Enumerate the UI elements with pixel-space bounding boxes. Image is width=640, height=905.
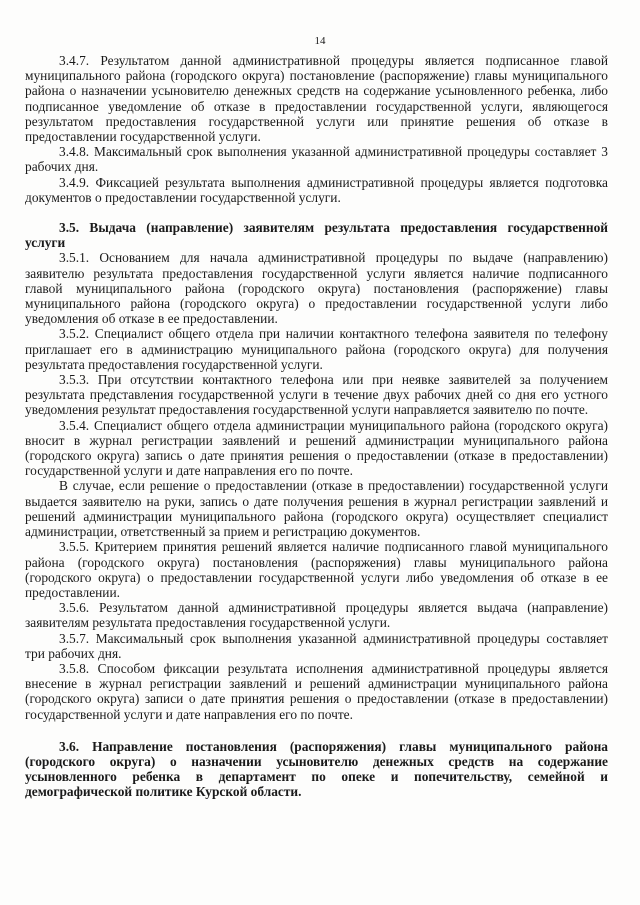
section-spacer: [25, 205, 608, 220]
paragraph-3-5-1: 3.5.1. Основанием для начала административной процедуры по выдаче (направлению) заявителю результата предоставления государственной услуги является наличие подписанного главой муниципального района (городского округа) постановления (распоряжение) главы муниципального района (городского округа) о предоставлении государственной услуги либо уведомления об отказе в ее предоставлении.: [25, 250, 608, 327]
paragraph-3-5-2: 3.5.2. Специалист общего отдела при наличии контактного телефона заявителя по телефону приглашает его в администрацию муниципального района (городского округа) для получения результата предоставления государственной услуги.: [25, 326, 608, 372]
paragraph-3-5-7: 3.5.7. Максимальный срок выполнения указанной административной процедуры составляет три рабочих дня.: [25, 630, 608, 661]
page-number: 14: [314, 35, 326, 47]
paragraph-3-5-5: 3.5.5. Критерием принятия решений является наличие подписанного главой муниципального района (городского округа) постановления (распоряжения) главы муниципального района (городского округа) о предоставлении государственной услуги либо уведомления об отказе в ее предоставлении.: [25, 539, 608, 600]
paragraph-3-5-6: 3.5.6. Результатом данной административной процедуры является выдача (направление) заявителям результата предоставления государственной услуги.: [25, 600, 608, 631]
paragraph-3-5-4: 3.5.4. Специалист общего отдела администрации муниципального района (городского округа) вносит в журнал регистрации заявлений и решений администрации муниципального района (городского округа) запись о дате принятия решения о предоставлении (отказе в предоставлении) государственной услуги и дате направления его по почте.: [25, 417, 608, 479]
paragraph-3-5-4-continued: В случае, если решение о предоставлении (отказе в предоставлении) государственной услуги выдается заявителю на руки, запись о дате получения решения в журнал регистрации заявлений и решений администрации муниципального района (городского округа) осуществляет специалист администрации, ответственный за прием и регистрацию документов.: [25, 478, 608, 540]
paragraph-3-4-7: 3.4.7. Результатом данной административной процедуры является подписанное главой муниципального района (городского округа) постановление (распоряжение) главы муниципального района о назначении усыновителю денежных средств на содержание усыновленного ребенка, либо подписанное уведомление об отказе в предоставлении государственной услуги, являющегося результатом предоставления государственной услуги или принятие решения об отказе в предоставлении государственной услуги.: [25, 53, 608, 145]
paragraph-3-5-3: 3.5.3. При отсутствии контактного телефона или при неявке заявителей за получением результата представления государственной услуги в течение двух рабочих дней со дня его устного уведомления результат предоставления государственной услуги направляется заявителю по почте.: [25, 372, 608, 418]
paragraph-3-4-9: 3.4.9. Фиксацией результата выполнения административной процедуры является подготовка документов о предоставлении государственной услуги.: [25, 174, 608, 205]
section-spacer: [25, 722, 608, 739]
paragraph-3-4-8: 3.4.8. Максимальный срок выполнения указанной административной процедуры составляет 3 рабочих дня.: [25, 144, 608, 175]
section-heading-3-6: 3.6. Направление постановления (распоряжения) главы муниципального района (городского округа) о назначении усыновителю денежных средств на содержание усыновленного ребенка в департамент по опеке и попечительству, семейной и демографической политике Курской области.: [25, 738, 608, 800]
paragraph-3-5-8: 3.5.8. Способом фиксации результата исполнения административной процедуры является внесение в журнал регистрации заявлений и решений администрации муниципального района (городского округа) записи о дате принятия решения о предоставлении (отказе в предоставлении) государственной услуги и дате направления его по почте.: [25, 660, 608, 722]
section-heading-3-5: 3.5. Выдача (направление) заявителям результата предоставления государственной услуги: [25, 220, 608, 251]
document-body: [25, 53, 608, 800]
